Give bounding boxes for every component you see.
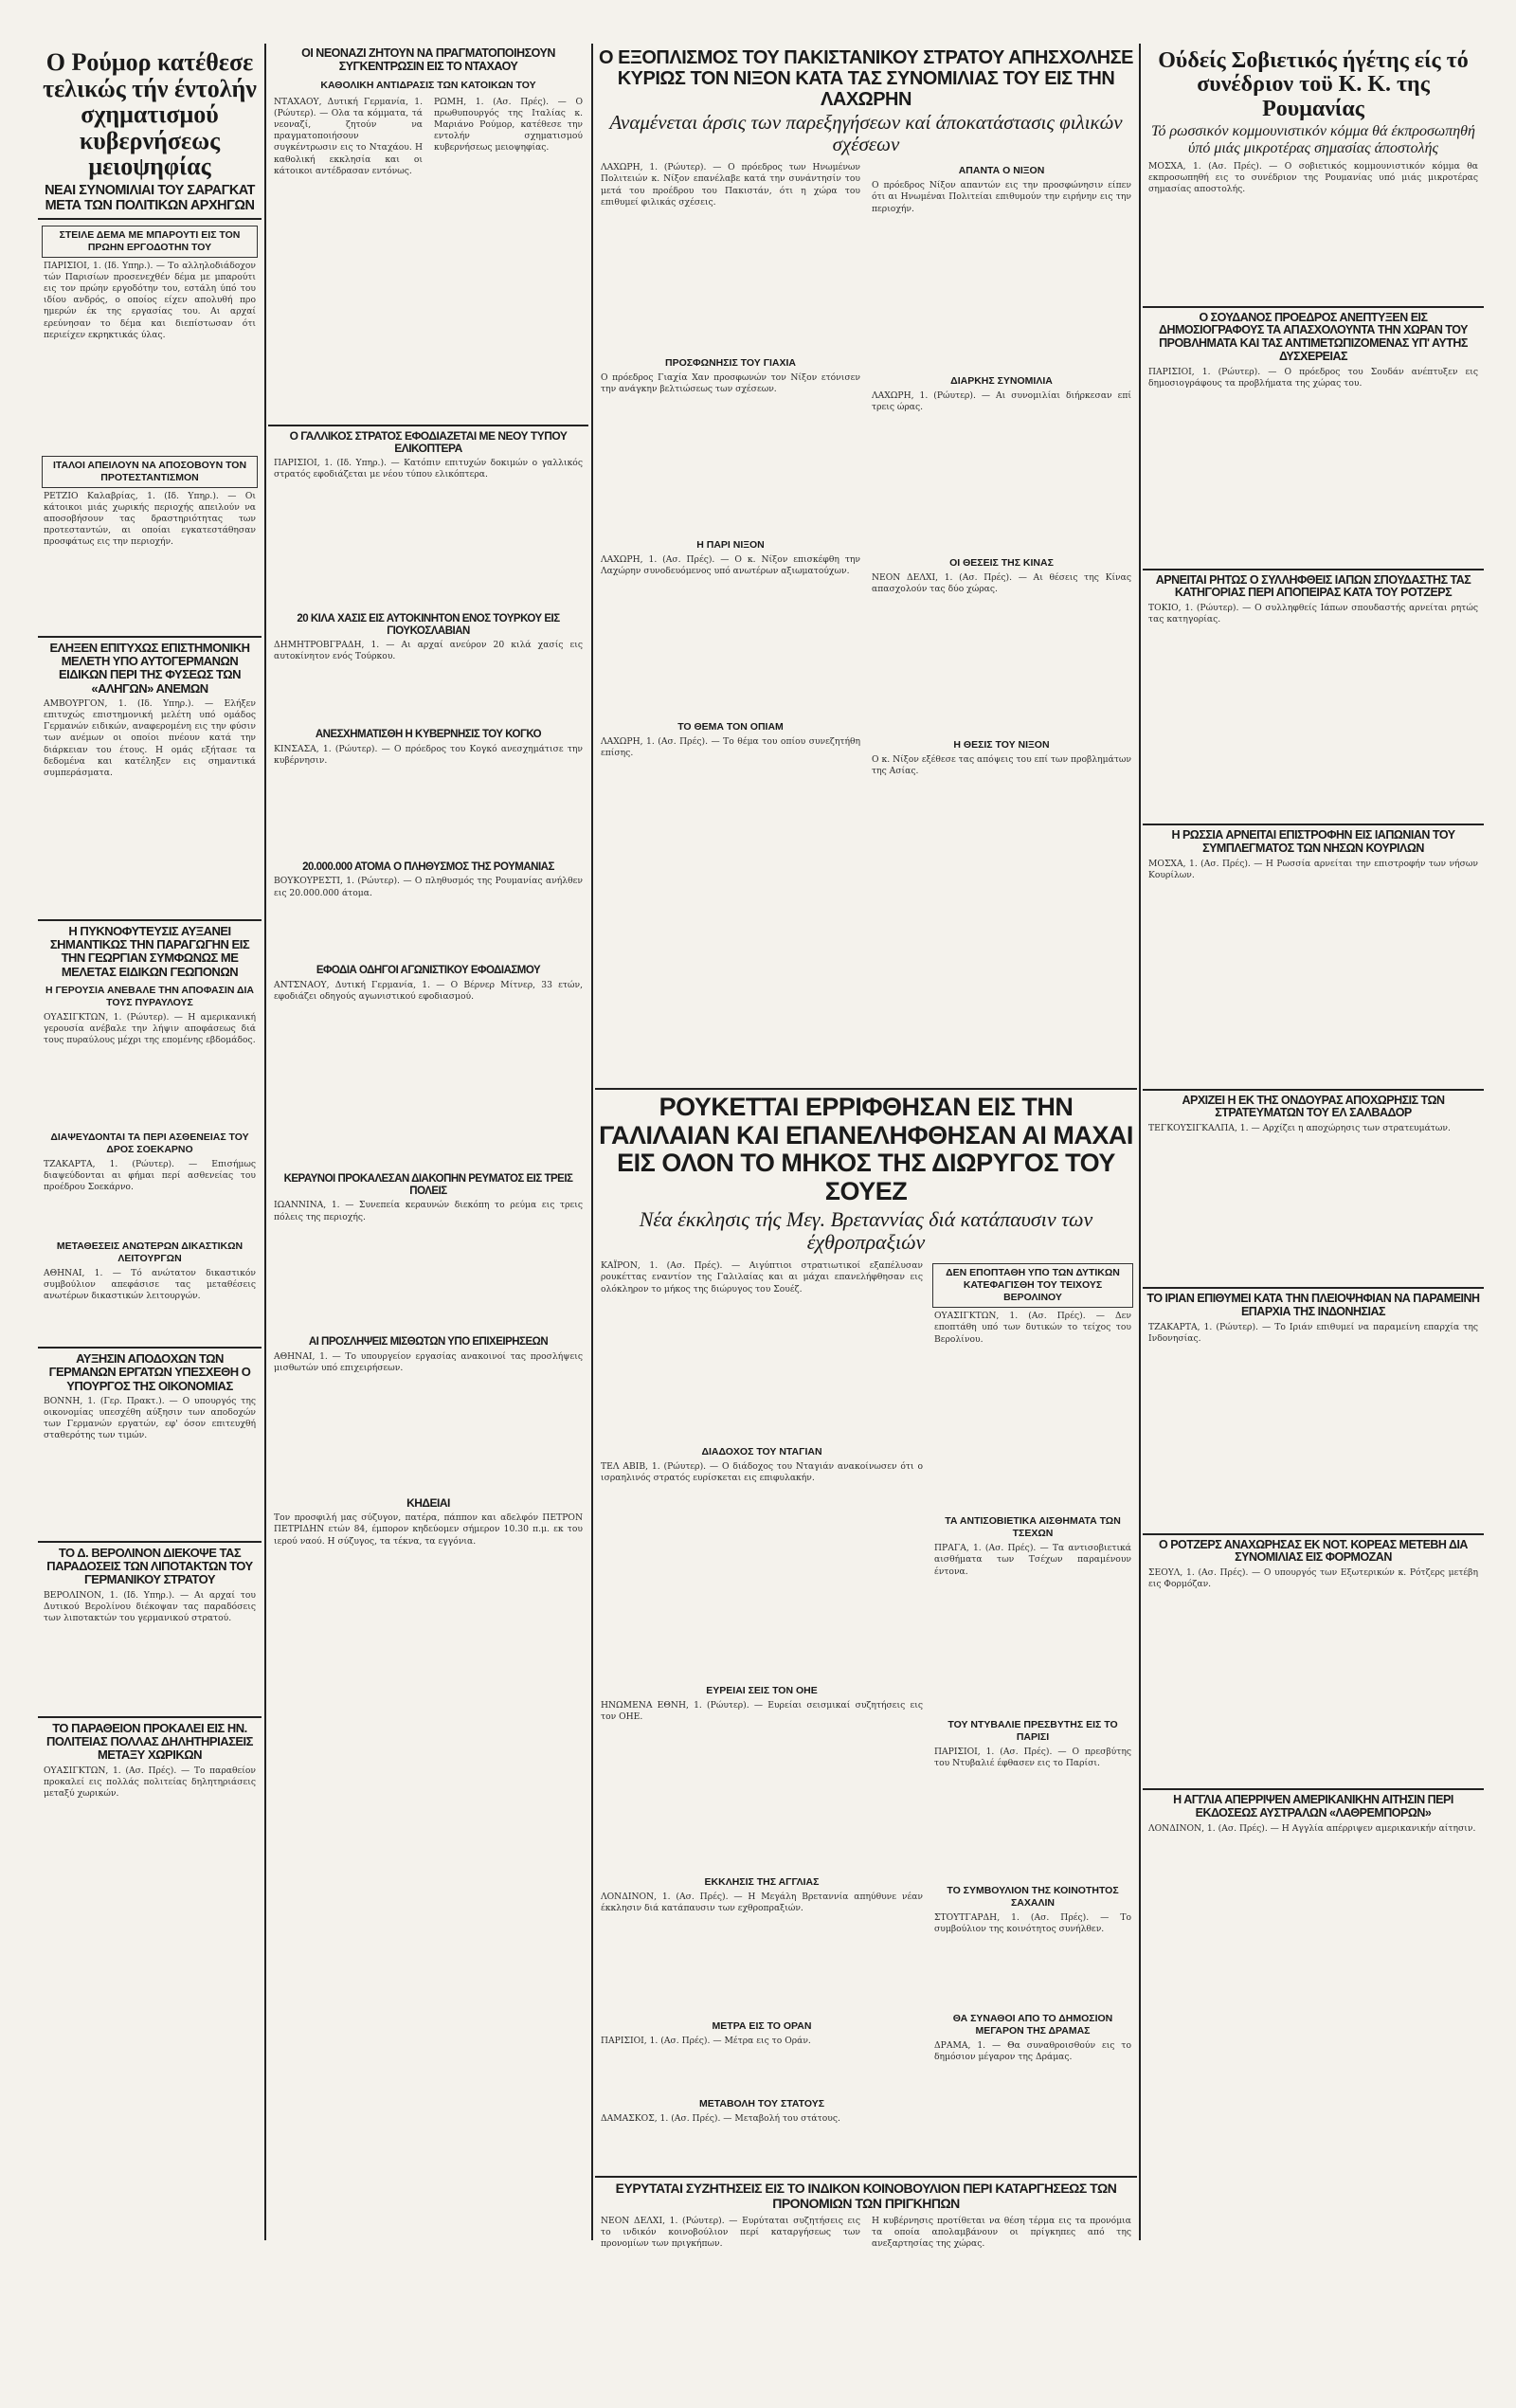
article-headline: Ο ΡΟΤΖΕΡΣ ΑΝΑΧΩΡΗΣΑΣ ΕΚ ΝΟΤ. ΚΟΡΕΑΣ ΜΕΤΕΒΗ ΔΙΑ ΣΥΝΟΜΙΛΙΑΣ ΕΙΣ ΦΟΡΜΟΖΑΝ — [1159, 1537, 1468, 1565]
box-headline: ΤΟΥ ΝΤΥΒΑΛΙΕ ΠΡΕΣΒΥΤΗΣ ΕΙΣ ΤΟ ΠΑΡΙΣΙ — [948, 1719, 1118, 1744]
column-rule — [264, 44, 266, 2240]
article-text: ΡΩΜΗ, 1. (Ασ. Πρές). — Ο πρωθυπουργός της Ιταλίας κ. Μαριάνο Ρούμορ, κατέθεσε την εντολήν σχηματισμού κυβερνήσεως μειοψηφίας. — [434, 96, 583, 154]
article-text: ΛΟΝΔΙΝΟΝ, 1. (Ασ. Πρές). — Η Μεγάλη Βρεταννία απηύθυνε νέαν έκκλησιν διά κατάπαυσιν των εχθροπραξιών. — [601, 1892, 923, 1914]
article-text: ΜΟΣΧΑ, 1. (Ασ. Πρές). — Ο σοβιετικός κομμουνιστικόν κόμμα θα εκπροσωπηθή εις το συνέδριον της Ρουμανίας υπό μιάς μικροτέρας σημασίας αποστολής. — [1148, 160, 1478, 194]
article-headline: ΕΥΡΥΤΑΤΑΙ ΣΥΖΗΤΗΣΕΙΣ ΕΙΣ ΤΟ ΙΝΔΙΚΟΝ ΚΟΙΝΟΒΟΥΛΙΟΝ ΠΕΡΙ ΚΑΤΑΡΓΗΣΕΩΣ ΤΩΝ ΠΡΟΝΟΜΙΩΝ ΤΩΝ ΠΡΙΓΚΗΠΩΝ — [615, 2181, 1117, 2211]
article-headline: Ο ΣΟΥΔΑΝΟΣ ΠΡΟΕΔΡΟΣ ΑΝΕΠΤΥΞΕΝ ΕΙΣ ΔΗΜΟΣΙΟΓΡΑΦΟΥΣ ΤΑ ΑΠΑΣΧΟΛΟΥΝΤΑ ΤΗΝ ΧΩΡΑΝ ΤΟΥ ΠΡΟΒΛΗΜΑΤΑ ΚΑΙ ΤΑΣ ΑΝΤΙΜΕΤΩΠΙΖΟΜΕΝΑΣ ΥΠ' ΑΥΤΗΣ ΔΥΣΧΕΡΕΙΑΣ — [1159, 310, 1468, 363]
divider — [1143, 1788, 1484, 1790]
box-headline: Η ΓΕΡΟΥΣΙΑ ΑΝΕΒΑΛΕ ΤΗΝ ΑΠΟΦΑΣΙΝ ΔΙΑ ΤΟΥΣ ΠΥΡΑΥΛΟΥΣ — [45, 984, 255, 1008]
column-4 — [1143, 44, 1484, 2240]
divider — [595, 2176, 1137, 2178]
article-text: Ο κ. Νίξον εξέθεσε τας απόψεις του επί των προβλημάτων της Ασίας. — [872, 754, 1131, 777]
article-text: ΑΘΗΝΑΙ, 1. — Το υπουργείον εργασίας ανακοινοί τας προσλήψεις μισθωτών υπό επιχειρήσεων. — [274, 1351, 583, 1374]
box-headline: ΙΤΑΛΟΙ ΑΠΕΙΛΟΥΝ ΝΑ ΑΠΟΣΟΒΟΥΝ ΤΟΝ ΠΡΟΤΕΣΤΑΝΤΙΣΜΟΝ — [42, 456, 258, 488]
divider — [38, 919, 262, 921]
divider — [1143, 306, 1484, 308]
lead-subhead: ΝΕΑΙ ΣΥΝΟΜΙΛΙΑΙ ΤΟΥ ΣΑΡΑΓΚΑΤ ΜΕΤΑ ΤΩΝ ΠΟΛΙΤΙΚΩΝ ΑΡΧΗΓΩΝ — [45, 182, 255, 213]
box-headline: ΔΕΝ ΕΠΟΠΤΑΘΗ ΥΠΟ ΤΩΝ ΔΥΤΙΚΩΝ ΚΑΤΕΦΑΓΙΣΘΗ ΤΟΥ ΤΕΙΧΟΥΣ ΒΕΡΟΛΙΝΟΥ — [932, 1263, 1133, 1308]
section-kicker: ΔΙΑΡΚΗΣ ΣΥΝΟΜΙΛΙΑ — [950, 375, 1053, 388]
article-text: Τον προσφιλή μας σύζυγον, πατέρα, πάππον και αδελφόν ΠΕΤΡΟΝ ΠΕΤΡΙΔΗΝ ετών 84, έμπορον κηδεύομεν σήμερον 10.30 π.μ. εκ του ιερού ναού. Η σύζυγος, τα τέκνα, τα εγγόνια. — [274, 1512, 583, 1547]
column-rule — [1139, 44, 1141, 2240]
article-text: ΣΤΟΥΤΓΑΡΔΗ, 1. (Ασ. Πρές). — Το συμβούλιον της κοινότητος συνήλθεν. — [934, 1912, 1131, 1935]
column-3 — [595, 44, 1137, 1084]
article-text: Η κυβέρνησις προτίθεται να θέση τέρμα εις τα προνόμια τα οποία απολαμβάνουν οι πρίγκηπες από της ανεξαρτησίας της χώρας. — [872, 2215, 1131, 2250]
section-kicker: ΑΠΑΝΤΑ Ο ΝΙΞΟΝ — [958, 165, 1045, 177]
article-headline: ΑΥΞΗΣΙΝ ΑΠΟΔΟΧΩΝ ΤΩΝ ΓΕΡΜΑΝΩΝ ΕΡΓΑΤΩΝ ΥΠΕΣΧΕΘΗ Ο ΥΠΟΥΡΓΟΣ ΤΗΣ ΟΙΚΟΝΟΜΙΑΣ — [48, 1350, 251, 1393]
article-text: ΜΟΣΧΑ, 1. (Ασ. Πρές). — Η Ρωσσία αρνείται την επιστροφήν των νήσων Κουρίλων. — [1148, 858, 1478, 880]
lead-headline: Ο Ρούμορ κατέθεσε τελικώς τήν έντολήν σχηματισμού κυβερνήσεως μειοψηφίας — [43, 48, 257, 181]
article-headline: ΟΙ ΝΕΟΝΑΖΙ ΖΗΤΟΥΝ ΝΑ ΠΡΑΓΜΑΤΟΠΟΙΗΣΟΥΝ ΣΥΓΚΕΝΤΡΩΣΙΝ ΕΙΣ ΤΟ ΝΤΑΧΑΟΥ — [301, 46, 555, 73]
section-kicker: ΟΙ ΘΕΣΕΙΣ ΤΗΣ ΚΙΝΑΣ — [949, 557, 1054, 570]
section-kicker: Η ΘΕΣΙΣ ΤΟΥ ΝΙΞΟΝ — [953, 739, 1050, 751]
article-text: ΤΕΓΚΟΥΣΙΓΚΑΛΠΑ, 1. — Αρχίζει η αποχώρησις των στρατευμάτων. — [1148, 1123, 1451, 1133]
section-kicker: ΔΙΑΔΟΧΟΣ ΤΟΥ ΝΤΑΓΙΑΝ — [701, 1446, 822, 1458]
box-headline: ΤΟ ΣΥΜΒΟΥΛΙΟΝ ΤΗΣ ΚΟΙΝΟΤΗΤΟΣ ΣΑΧΑΛΙΝ — [947, 1885, 1119, 1910]
article-text: ΠΡΑΓΑ, 1. (Ασ. Πρές). — Τα αντισοβιετικά αισθήματα των Τσέχων παραμένουν έντονα. — [934, 1543, 1131, 1577]
article-text: Ο πρόεδρος Γιαχία Χαν προσφωνών τον Νίξον ετόνισεν την ανάγκην βελτιώσεως των σχέσεων. — [601, 372, 860, 395]
article-text: ΤΕΛ ΑΒΙΒ, 1. (Ρώυτερ). — Ο διάδοχος του Νταγιάν ανακοίνωσεν ότι ο ισραηλινός στρατός ευρίσκεται εις επιφυλακήν. — [601, 1461, 923, 1484]
divider — [1143, 569, 1484, 570]
divider — [38, 1541, 262, 1543]
article-text: ΟΥΑΣΙΓΚΤΩΝ, 1. (Ρώυτερ). — Η αμερικανική γερουσία ανέβαλε την λήψιν αποφάσεως διά τους πυραύλους μέχρι της επομένης εβδομάδος. — [44, 1011, 256, 1046]
article-text: ΛΑΧΩΡΗ, 1. (Ρώυτερ). — Αι συνομιλίαι διήρκεσαν επί τρεις ώρας. — [872, 390, 1131, 413]
center-subhead: Νέα έκκλησις τής Μεγ. Βρεταννίας διά κατάπαυσιν των έχθροπραξιών — [639, 1206, 1093, 1254]
center-block — [595, 1088, 1137, 2250]
article-text: ΠΑΡΙΣΙΟΙ, 1. (Ασ. Πρές). — Ο πρεσβύτης του Ντυβαλιέ έφθασεν εις το Παρίσι. — [934, 1747, 1131, 1769]
article-text: ΔΑΜΑΣΚΟΣ, 1. (Ασ. Πρές). — Μεταβολή του στάτους. — [601, 2113, 840, 2125]
divider — [1143, 1287, 1484, 1289]
article-text: ΛΑΧΩΡΗ, 1. (Ασ. Πρές). — Το θέμα του οπίου συνεζητήθη επίσης. — [601, 736, 860, 759]
article-text: ΗΝΩΜΕΝΑ ΕΘΝΗ, 1. (Ρώυτερ). — Ευρείαι σεισμικαί συζητήσεις εις τον ΟΗΕ. — [601, 1700, 923, 1723]
divider — [38, 1347, 262, 1349]
article-text: ΔΡΑΜΑ, 1. — Θα συναθροισθούν εις το δημόσιον μέγαρον της Δράμας. — [934, 2040, 1131, 2063]
article-text: ΠΑΡΙΣΙΟΙ, 1. (Ιδ. Υπηρ.). — Το αλληλοδιάδοχον τών Παρισίων προσενεχθέν δέμα με μπαρούτι εις τον πρώην εργοδότην του, εστάλη ύπό του ιδίου ανδρός, ο οποίος είχεν απολυθή προ ημερών έκ της εργασίας του. Αι αρχαί ερεύνησαν το δέμα και διεπίστωσαν ότι περιείχεν εκρηκτικάς ύλας. — [44, 260, 256, 340]
divider — [38, 1716, 262, 1718]
divider — [38, 218, 262, 220]
box-headline: ΜΕΤΑΘΕΣΕΙΣ ΑΝΩΤΕΡΩΝ ΔΙΚΑΣΤΙΚΩΝ ΛΕΙΤΟΥΡΓΩΝ — [56, 1240, 244, 1264]
article-text: ΠΑΡΙΣΙΟΙ, 1. (Ρώυτερ). — Ο πρόεδρος του Σουδάν ανέπτυξεν εις δημοσιογράφους τα προβλήματα της χώρας του. — [1148, 366, 1478, 389]
article-text: ΣΕΟΥΛ, 1. (Ασ. Πρές). — Ο υπουργός των Εξωτερικών κ. Ρότζερς μετέβη εις Φορμόζαν. — [1148, 1567, 1478, 1590]
article-text: ΛΑΧΩΡΗ, 1. (Ρώυτερ). — Ο πρόεδρος των Ηνωμένων Πολιτειών κ. Νίξον επανέλαβε κατά την συνάντησίν του μετά του προέδρου του Πακιστάν, ότι η χώρα του επιθυμεί φιλικάς σχέσεις. — [601, 162, 860, 208]
article-text: ΛΑΧΩΡΗ, 1. (Ασ. Πρές). — Ο κ. Νίξον επισκέφθη την Λαχώρην συνοδευόμενος υπό ανωτέρων αξιωματούχων. — [601, 554, 860, 577]
article-text: ΡΕΤΖΙΟ Καλαβρίας, 1. (Ιδ. Υπηρ.). — Οι κάτοικοι μιάς χωρικής περιοχής απειλούν να αποσοβήσουν τας δραστηριότητας των προτεσταντών, αι οποίαι εγκατεστάθησαν προσφάτως εις την περιοχήν. — [44, 490, 256, 548]
section-kicker: ΜΕΤΡΑ ΕΙΣ ΤΟ ΟΡΑΝ — [712, 2020, 812, 2033]
article-text: ΚΑΪΡΟΝ, 1. (Ασ. Πρές). — Αιγύπτιοι στρατιωτικοί εξαπέλυσαν ρουκέττας εναντίον της Γαλιλαίας και αι μάχαι επανελήφθησαν εις ολόκληρον το μήκος της διώρυγος του Σουέζ. — [601, 1260, 923, 1295]
article-text: ΛΟΝΔΙΝΟΝ, 1. (Ασ. Πρές). — Η Αγγλία απέρριψεν αμερικανικήν αίτησιν. — [1148, 1822, 1476, 1834]
article-headline: ΑΙ ΠΡΟΣΛΗΨΕΙΣ ΜΙΣΘΩΤΩΝ ΥΠΟ ΕΠΙΧΕΙΡΗΣΕΩΝ — [308, 1336, 549, 1349]
article-text: ΑΝΤΣΝΑΟΥ, Δυτική Γερμανία, 1. — Ο Βέρνερ Μίτνερ, 33 ετών, εφοδιάζει οδηγούς αγωνιστικού εφοδιασμού. — [274, 980, 583, 1003]
divider — [1143, 824, 1484, 825]
lead-headline: Ο ΕΞΟΠΛΙΣΜΟΣ ΤΟΥ ΠΑΚΙΣΤΑΝΙΚΟΥ ΣΤΡΑΤΟΥ ΑΠΗΣΧΟΛΗΣΕ ΚΥΡΙΩΣ ΤΟΝ ΝΙΞΟΝ ΚΑΤΑ ΤΑΣ ΣΥΝΟΜΙΛΙΑΣ ΤΟΥ ΕΙΣ ΤΗΝ ΛΑΧΩΡΗΝ — [599, 47, 1133, 110]
divider — [38, 636, 262, 638]
section-kicker: ΤΟ ΘΕΜΑ ΤΟΝ ΟΠΙΑΜ — [677, 721, 784, 733]
divider — [1143, 1533, 1484, 1535]
section-kicker: ΕΚΚΛΗΣΙΣ ΤΗΣ ΑΓΓΛΙΑΣ — [704, 1876, 820, 1889]
box-headline: ΤΑ ΑΝΤΙΣΟΒΙΕΤΙΚΑ ΑΙΣΘΗΜΑΤΑ ΤΩΝ ΤΣΕΧΩΝ — [945, 1515, 1121, 1540]
divider — [595, 1088, 1137, 1090]
article-text: ΑΘΗΝΑΙ, 1. — Τό ανώτατον δικαστικόν συμβούλιον απεφάσισε τας μεταθέσεις ανωτέρων δικαστικών λειτουργών. — [44, 1267, 256, 1302]
box-headline: ΔΙΑΨΕΥΔΟΝΤΑΙ ΤΑ ΠΕΡΙ ΑΣΘΕΝΕΙΑΣ ΤΟΥ ΔΡΟΣ ΣΟΕΚΑΡΝΟ — [50, 1131, 249, 1155]
article-text: ΟΥΑΣΙΓΚΤΩΝ, 1. (Ασ. Πρές). — Το παραθείον προκαλεί εις πολλάς πολιτείας δηλητηριάσεις μεταξύ χωρικών. — [44, 1765, 256, 1800]
article-headline: ΤΟ ΠΑΡΑΘΕΙΟΝ ΠΡΟΚΑΛΕΙ ΕΙΣ ΗΝ. ΠΟΛΙΤΕΙΑΣ ΠΟΛΛΑΣ ΔΗΛΗΤΗΡΙΑΣΕΙΣ ΜΕΤΑΞΥ ΧΩΡΙΚΩΝ — [46, 1720, 253, 1763]
box-headline: ΣΤΕΙΛΕ ΔΕΜΑ ΜΕ ΜΠΑΡΟΥΤΙ ΕΙΣ ΤΟΝ ΠΡΩΗΝ ΕΡΓΟΔΟΤΗΝ ΤΟΥ — [42, 226, 258, 258]
lead-subhead: Τό ρωσσικόν κομμουνιστικόν κόμμα θά έκπροσωπηθή ύπό μιάς μικροτέρας σημασίας άποστολής — [1151, 123, 1475, 156]
article-headline: Η ΠΥΚΝΟΦΥΤΕΥΣΙΣ ΑΥΞΑΝΕΙ ΣΗΜΑΝΤΙΚΩΣ ΤΗΝ ΠΑΡΑΓΩΓΗΝ ΕΙΣ ΤΗΝ ΓΕΩΡΓΙΑΝ ΣΥΜΦΩΝΩΣ ΜΕ ΜΕΛΕΤΑΣ ΕΙΔΙΚΩΝ ΓΕΩΠΟΝΩΝ — [49, 923, 250, 979]
article-text: ΙΩΑΝΝΙΝΑ, 1. — Συνεπεία κεραυνών διεκόπη το ρεύμα εις τρεις πόλεις της περιοχής. — [274, 1200, 583, 1222]
article-text: ΑΜΒΟΥΡΓΟΝ, 1. (Ιδ. Υπηρ.). — Ελήξεν επιτυχώς επιστημονική μελέτη υπό ομάδος Γερμανών ειδικών, αναφερομένη εις την φύσιν των ανέμων οι οποίοι πνέουν κατά την διάρκειαν του έτους. Η ομάς εξήτασε τα δεδομένα και κατέληξεν εις σημαντικά συμπεράσματα. — [44, 697, 256, 779]
article-text: ΒΕΡΟΛΙΝΟΝ, 1. (Ιδ. Υπηρ.). — Αι αρχαί του Δυτικού Βερολίνου διέκοψαν τας παραδόσεις των λιποτακτών του γερμανικού στρατού. — [44, 1589, 256, 1624]
article-headline: ΕΛΗΞΕΝ ΕΠΙΤΥΧΩΣ ΕΠΙΣΤΗΜΟΝΙΚΗ ΜΕΛΕΤΗ ΥΠΟ ΑΥΤΟΓΕΡΜΑΝΩΝ ΕΙΔΙΚΩΝ ΠΕΡΙ ΤΗΣ ΦΥΣΕΩΣ ΤΩΝ «ΑΛΗΓΩΝ» ΑΝΕΜΩΝ — [49, 640, 250, 696]
column-1 — [38, 44, 262, 2240]
lead-headline: Ούδείς Σοβιετικός ήγέτης είς τό συνέδριον τοϋ Κ. Κ. της Ρουμανίας — [1158, 48, 1469, 121]
funerals-heading: ΚΗΔΕΙΑΙ — [406, 1496, 450, 1510]
article-text: ΤΟΚΙΟ, 1. (Ρώυτερ). — Ο συλληφθείς Ιάπων σπουδαστής αρνείται ρητώς τας κατηγορίας. — [1148, 603, 1478, 625]
article-text: ΠΑΡΙΣΙΟΙ, 1. (Ιδ. Υπηρ.). — Κατόπιν επιτυχών δοκιμών ο γαλλικός στρατός εφοδιάζεται με νέου τύπου ελικόπτερα. — [274, 457, 583, 480]
article-headline: ΑΡΝΕΙΤΑΙ ΡΗΤΩΣ Ο ΣΥΛΛΗΦΘΕΙΣ ΙΑΠΩΝ ΣΠΟΥΔΑΣΤΗΣ ΤΑΣ ΚΑΤΗΓΟΡΙΑΣ ΠΕΡΙ ΑΠΟΠΕΙΡΑΣ ΚΑΤΑ ΤΟΥ ΡΟΤΖΕΡΣ — [1155, 572, 1471, 600]
section-kicker: ΕΥΡΕΙΑΙ ΣΕΙΣ ΤΟΝ ΟΗΕ — [706, 1685, 818, 1697]
article-text: ΒΟΝΝΗ, 1. (Γερ. Πρακτ.). — Ο υπουργός της οικονομίας υπεσχέθη αύξησιν των αποδοχών των Γερμανών εργατών, εφ' όσον επιτευχθή σταθερότης των τιμών. — [44, 1395, 256, 1441]
article-headline: ΑΡΧΙΖΕΙ Η ΕΚ ΤΗΣ ΟΝΔΟΥΡΑΣ ΑΠΟΧΩΡΗΣΙΣ ΤΩΝ ΣΤΡΑΤΕΥΜΑΤΩΝ ΤΟΥ ΕΛ ΣΑΛΒΑΔΟΡ — [1182, 1093, 1445, 1120]
article-text: ΝΤΑΧΑΟΥ, Δυτική Γερμανία, 1. (Ρώυτερ). — Ολα τα κόμματα, τά νεοναζί, ζητούν να πραγματοποιήσουν συγκέντρωσιν εις το Νταχάου. Η καθολική εκκλησία και οι κάτοικοι αντέδρασαν εντόνως. — [274, 96, 423, 176]
section-kicker: Η ΠΑΡΙ ΝΙΞΟΝ — [696, 539, 765, 552]
center-headline: ΡΟΥΚΕΤΤΑΙ ΕΡΡΙΦΘΗΣΑΝ ΕΙΣ ΤΗΝ ΓΑΛΙΛΑΙΑΝ ΚΑΙ ΕΠΑΝΕΛΗΦΘΗΣΑΝ ΑΙ ΜΑΧΑΙ ΕΙΣ ΟΛΟΝ ΤΟ ΜΗΚΟΣ ΤΗΣ ΔΙΩΡΥΓΟΣ ΤΟΥ ΣΟΥΕΖ — [599, 1093, 1133, 1206]
column-rule — [591, 44, 593, 2240]
article-headline: 20.000.000 ΑΤΟΜΑ Ο ΠΛΗΘΥΣΜΟΣ ΤΗΣ ΡΟΥΜΑΝΙΑΣ — [302, 860, 554, 873]
article-headline: ΤΟ ΙΡΙΑΝ ΕΠΙΘΥΜΕΙ ΚΑΤΑ ΤΗΝ ΠΛΕΙΟΨΗΦΙΑΝ ΝΑ ΠΑΡΑΜΕΙΝΗ ΕΠΑΡΧΙΑ ΤΗΣ ΙΝΔΟΝΗΣΙΑΣ — [1146, 1292, 1480, 1318]
article-text: Ο πρόεδρος Νίξον απαντών εις την προσφώνησιν είπεν ότι αι Ηνωμέναι Πολιτείαι επιθυμούν την ειρήνην εις την περιοχήν. — [872, 180, 1131, 214]
article-text: ΚΙΝΣΑΣΑ, 1. (Ρώυτερ). — Ο πρόεδρος του Κογκό ανεσχημάτισε την κυβέρνησιν. — [274, 743, 583, 766]
article-headline: Η ΑΓΓΛΙΑ ΑΠΕΡΡΙΨΕΝ ΑΜΕΡΙΚΑΝΙΚΗΝ ΑΙΤΗΣΙΝ ΠΕΡΙ ΕΚΔΟΣΕΩΣ ΑΥΣΤΡΑΛΩΝ «ΛΑΘΡΕΜΠΟΡΩΝ» — [1173, 1793, 1453, 1820]
article-text: ΤΖΑΚΑΡΤΑ, 1. (Ρώυτερ). — Το Ιριάν επιθυμεί να παραμείνη επαρχία της Ινδονησίας. — [1148, 1321, 1478, 1344]
article-headline: ΕΦΟΔΙΑ ΟΔΗΓΟΙ ΑΓΩΝΙΣΤΙΚΟΥ ΕΦΟΔΙΑΣΜΟΥ — [316, 965, 541, 977]
article-text: ΝΕΟΝ ΔΕΛΧΙ, 1. (Ρώυτερ). — Ευρύταται συζητήσεις εις το ινδικόν κοινοβούλιον περί καταργήσεως των προνομίων των πριγκήπων. — [601, 2215, 860, 2250]
article-headline: ΑΝΕΣΧΗΜΑΤΙΣΘΗ Η ΚΥΒΕΡΝΗΣΙΣ ΤΟΥ ΚΟΓΚΟ — [315, 729, 542, 741]
column-2 — [268, 44, 588, 2240]
article-headline: 20 ΚΙΛΑ ΧΑΣΙΣ ΕΙΣ ΑΥΤΟΚΙΝΗΤΟΝ ΕΝΟΣ ΤΟΥΡΚΟΥ ΕΙΣ ΓΙΟΥΚΟΣΛΑΒΙΑΝ — [297, 612, 560, 637]
article-text: ΟΥΑΣΙΓΚΤΩΝ, 1. (Ασ. Πρές). — Δεν εποπτάθη υπό των δυτικών το τείχος του Βερολίνου. — [934, 1311, 1131, 1345]
divider — [268, 425, 588, 426]
article-text: ΒΟΥΚΟΥΡΕΣΤΙ, 1. (Ρώυτερ). — Ο πληθυσμός της Ρουμανίας ανήλθεν εις 20.000.000 άτομα. — [274, 876, 583, 898]
article-text: ΤΖΑΚΑΡΤΑ, 1. (Ρώυτερ). — Επισήμως διαψεύδονται αι φήμαι περί ασθενείας του προέδρου Σοεκάρνο. — [44, 1158, 256, 1193]
article-text: ΔΗΜΗΤΡΟΒΓΡΑΔΗ, 1. — Αι αρχαί ανεύρον 20 κιλά χασίς εις αυτοκίνητον ενός Τούρκου. — [274, 640, 583, 662]
section-kicker: ΜΕΤΑΒΟΛΗ ΤΟΥ ΣΤΑΤΟΥΣ — [698, 2098, 824, 2110]
article-headline: ΤΟ Δ. ΒΕΡΟΛΙΝΟΝ ΔΙΕΚΟΨΕ ΤΑΣ ΠΑΡΑΔΟΣΕΙΣ ΤΩΝ ΛΙΠΟΤΑΚΤΩΝ ΤΟΥ ΓΕΡΜΑΝΙΚΟΥ ΣΤΡΑΤΟΥ — [46, 1545, 253, 1587]
article-subhead: ΚΑΘΟΛΙΚΗ ΑΝΤΙΔΡΑΣΙΣ ΤΩΝ ΚΑΤΟΙΚΩΝ ΤΟΥ — [320, 79, 536, 91]
article-text: ΝΕΟΝ ΔΕΛΧΙ, 1. (Ασ. Πρές). — Αι θέσεις της Κίνας απασχολούν τας δύο χώρας. — [872, 572, 1131, 595]
article-text: ΠΑΡΙΣΙΟΙ, 1. (Ασ. Πρές). — Μέτρα εις το Οράν. — [601, 2036, 811, 2047]
article-headline: Η ΡΩΣΣΙΑ ΑΡΝΕΙΤΑΙ ΕΠΙΣΤΡΟΦΗΝ ΕΙΣ ΙΑΠΩΝΙΑΝ ΤΟΥ ΣΥΜΠΛΕΓΜΑΤΟΣ ΤΩΝ ΝΗΣΩΝ ΚΟΥΡΙΛΩΝ — [1171, 828, 1455, 855]
article-headline: Ο ΓΑΛΛΙΚΟΣ ΣΤΡΑΤΟΣ ΕΦΟΔΙΑΖΕΤΑΙ ΜΕ ΝΕΟΥ ΤΥΠΟΥ ΕΛΙΚΟΠΤΕΡΑ — [289, 428, 568, 455]
box-headline: ΘΑ ΣΥΝΑΘΟΙ ΑΠΟ ΤΟ ΔΗΜΟΣΙΟΝ ΜΕΓΑΡΟΝ ΤΗΣ ΔΡΑΜΑΣ — [952, 2013, 1113, 2037]
lead-subhead: Αναμένεται άρσις των παρεξηγήσεων καί άποκατάστασις φιλικών σχέσεων — [609, 111, 1123, 156]
article-headline: ΚΕΡΑΥΝΟΙ ΠΡΟΚΑΛΕΣΑΝ ΔΙΑΚΟΠΗΝ ΡΕΥΜΑΤΟΣ ΕΙΣ ΤΡΕΙΣ ΠΟΛΕΙΣ — [283, 1173, 573, 1197]
divider — [1143, 1089, 1484, 1091]
section-kicker: ΠΡΟΣΦΩΝΗΣΙΣ ΤΟΥ ΓΙΑΧΙΑ — [664, 357, 797, 370]
